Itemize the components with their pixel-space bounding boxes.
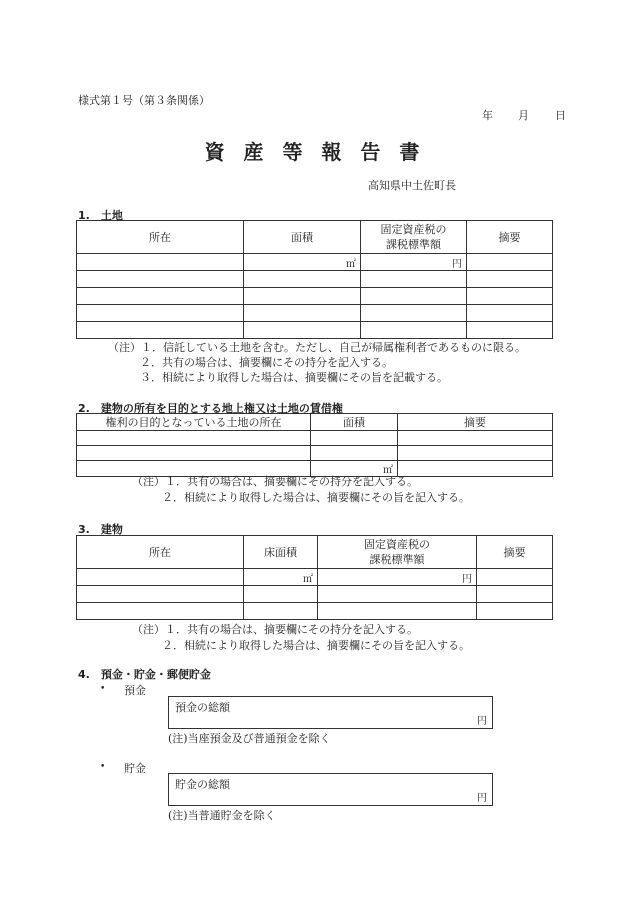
cell-remarks[interactable] — [477, 603, 553, 620]
cell-location[interactable] — [77, 322, 244, 339]
form-number: 様式第１号（第３条関係） — [78, 94, 210, 107]
table-header-row — [77, 536, 553, 569]
table-row — [77, 288, 553, 305]
cell-remarks[interactable] — [467, 322, 553, 339]
land-table — [76, 220, 553, 339]
col-remarks: 摘要 — [467, 221, 553, 254]
col-floor-area: 床面積 — [244, 536, 318, 569]
section3-heading: 3. 建物 — [78, 523, 123, 536]
date-month-label: 月 — [518, 109, 529, 122]
cell-remarks[interactable] — [467, 288, 553, 305]
cell-remarks[interactable] — [398, 446, 553, 461]
col-tax-base-line2: 課税標準額 — [386, 238, 441, 251]
cell-floor-area[interactable] — [244, 586, 318, 603]
section1-note-3: ３．相続により取得した場合は、摘要欄にその旨を記載する。 — [140, 371, 448, 384]
cell-remarks[interactable] — [477, 586, 553, 603]
savings-note: (注)当普通貯金を除く — [168, 809, 276, 822]
cell-location[interactable] — [77, 603, 244, 620]
cell-area[interactable]: ㎡ — [311, 461, 398, 477]
deposit-box-title: 預金の総額 — [175, 701, 230, 714]
section2-heading: 2. 建物の所有を目的とする地上権又は土地の賃借権 — [78, 402, 343, 415]
section2-note-1: （注）１．共有の場合は、摘要欄にその持分を記入する。 — [132, 475, 418, 488]
cell-tax-base[interactable] — [361, 305, 467, 322]
cell-location[interactable] — [77, 254, 244, 271]
col-tax-base-line1: 固定資産税の — [380, 223, 447, 236]
section4-heading: 4. 預金・貯金・郵便貯金 — [78, 668, 211, 681]
cell-land-location[interactable] — [77, 431, 311, 446]
table-row — [77, 305, 553, 322]
deposit-total-box[interactable] — [168, 696, 493, 729]
cell-tax-base[interactable] — [318, 603, 477, 620]
bullet-icon: • — [100, 762, 106, 772]
cell-floor-area[interactable] — [244, 603, 318, 620]
table-row — [77, 603, 553, 620]
table-row — [77, 431, 553, 446]
cell-area[interactable] — [244, 305, 361, 322]
col-location: 所在 — [77, 221, 244, 254]
cell-location[interactable] — [77, 569, 244, 586]
table-row — [77, 569, 553, 586]
table-row — [77, 586, 553, 603]
cell-remarks[interactable] — [477, 569, 553, 586]
section1-note-2: ２．共有の場合は、摘要欄にその持分を記入する。 — [140, 356, 393, 369]
col-tax-base — [318, 536, 477, 569]
section1-note-1: （注）１．信託している土地を含む。ただし、自己が帰属権利者であるものに限る。 — [108, 341, 526, 354]
cell-tax-base[interactable] — [318, 586, 477, 603]
date-year-label: 年 — [482, 109, 493, 122]
cell-remarks[interactable] — [467, 254, 553, 271]
cell-remarks[interactable] — [467, 271, 553, 288]
savings-total-box[interactable] — [168, 773, 493, 806]
cell-location[interactable] — [77, 305, 244, 322]
cell-location[interactable] — [77, 288, 244, 305]
col-area: 面積 — [311, 414, 398, 431]
cell-remarks[interactable] — [467, 305, 553, 322]
addressee: 高知県中土佐町長 — [368, 179, 456, 192]
col-area: 面積 — [244, 221, 361, 254]
leasehold-table — [76, 413, 553, 477]
table-row — [77, 254, 553, 271]
deposit-note: (注)当座預金及び普通預金を除く — [168, 732, 331, 745]
section1-heading: 1. 土地 — [78, 209, 123, 222]
cell-area[interactable] — [244, 322, 361, 339]
col-tax-base-line1: 固定資産税の — [364, 538, 430, 551]
cell-remarks[interactable] — [398, 431, 553, 446]
cell-tax-base[interactable] — [361, 271, 467, 288]
table-header-row — [77, 414, 553, 431]
cell-location[interactable] — [77, 586, 244, 603]
cell-floor-area[interactable]: ㎡ — [244, 569, 318, 586]
cell-land-location[interactable] — [77, 446, 311, 461]
table-row — [77, 322, 553, 339]
col-tax-base — [361, 221, 467, 254]
col-remarks: 摘要 — [398, 414, 553, 431]
cell-area[interactable] — [244, 271, 361, 288]
col-tax-base-line2: 課税標準額 — [369, 553, 425, 566]
document-title: 資 産 等 報 告 書 — [204, 140, 426, 164]
table-row — [77, 271, 553, 288]
building-table — [76, 535, 553, 620]
table-header-row — [77, 221, 553, 254]
cell-area[interactable]: ㎡ — [244, 254, 361, 271]
section3-note-2: ２．相続により取得した場合は、摘要欄にその旨を記入する。 — [162, 639, 470, 652]
col-remarks: 摘要 — [477, 536, 553, 569]
savings-label: 貯金 — [124, 762, 146, 775]
cell-location[interactable] — [77, 271, 244, 288]
deposit-unit: 円 — [477, 716, 487, 727]
savings-unit: 円 — [477, 793, 487, 804]
date-day-label: 日 — [555, 109, 566, 122]
section3-note-1: （注）１．共有の場合は、摘要欄にその持分を記入する。 — [132, 623, 418, 636]
col-land-location: 権利の目的となっている土地の所在 — [77, 414, 311, 431]
cell-area[interactable] — [244, 288, 361, 305]
cell-tax-base[interactable] — [361, 322, 467, 339]
cell-area[interactable] — [311, 446, 398, 461]
cell-area[interactable] — [311, 431, 398, 446]
section2-note-2: ２．相続により取得した場合は、摘要欄にその旨を記入する。 — [162, 491, 470, 504]
table-row — [77, 446, 553, 461]
cell-remarks[interactable] — [398, 461, 553, 477]
cell-tax-base[interactable]: 円 — [318, 569, 477, 586]
col-location: 所在 — [77, 536, 244, 569]
savings-box-title: 貯金の総額 — [175, 778, 230, 791]
bullet-icon: • — [100, 684, 106, 694]
cell-tax-base[interactable] — [361, 288, 467, 305]
deposit-label: 預金 — [124, 684, 146, 697]
cell-tax-base[interactable]: 円 — [361, 254, 467, 271]
